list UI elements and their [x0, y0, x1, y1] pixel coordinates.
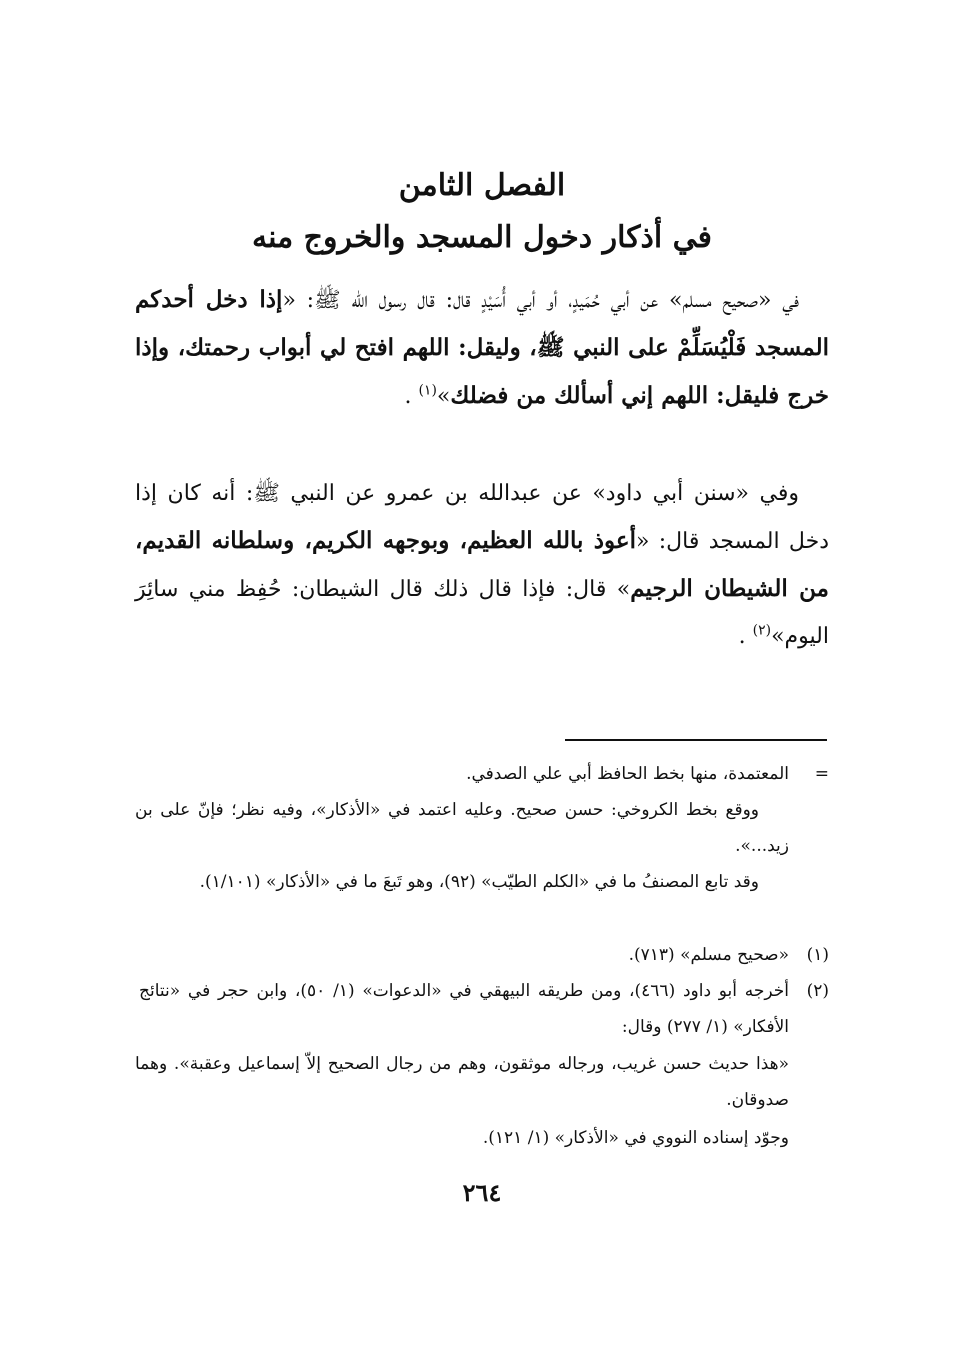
paragraph-1-intro: في «صحيح مسلم» عن أبي حُمَيدٍ، أو أبي أُسَيْدٍ قال: قال رسول الله ﷺ: «	[282, 288, 799, 313]
footnote-ref-2[interactable]: (٢)	[752, 622, 772, 639]
page-number: ٢٦٤	[462, 1178, 502, 1207]
footnote-ref-1[interactable]: (١)	[418, 382, 437, 399]
footnote-continuation-line	[135, 756, 829, 792]
footnote-1-number: (١)	[806, 945, 829, 965]
paragraph-2-intro: وفي «سنن أبي داود» عن عبدالله بن عمرو عن النبي ﷺ: أنه كان إذا دخل المسجد قال: «	[135, 481, 829, 554]
paragraph-2-end: .	[738, 624, 746, 649]
paragraph-1-supplication: إذا دخل أحدكم المسجد فَلْيُسَلِّمْ على النبي ﷺ، وليقل: اللهم افتح لي أبواب رحمتك، وإذا خرج فليقل: اللهم إني أسألك من فضلك	[135, 286, 829, 409]
footnote-continuation-paragraph-2	[135, 864, 829, 900]
footnote-continuation-paragraph-1	[135, 792, 829, 864]
footnote-separator	[565, 739, 827, 741]
continuation-text-1: المعتمدة، منها بخط الحافظ أبي علي الصدفي.	[466, 764, 789, 784]
paragraph-1-close: »	[436, 384, 451, 409]
paragraph-1-end: .	[404, 384, 412, 409]
footnote-1	[135, 937, 829, 973]
footnote-1-text: «صحيح مسلم» (٧١٣).	[628, 945, 789, 965]
footnote-2-end	[135, 1120, 829, 1156]
continuation-text-2: ووقع بخط الكروخي: حسن صحيح. وعليه اعتمد في «الأذكار»، وفيه نظر؛ فإنّ على بن زيد...».	[135, 800, 789, 856]
chapter-title: الفصل الثامن	[398, 168, 566, 203]
paragraph-2-supplication: أعوذ بالله العظيم، وبوجهه الكريم، وسلطانه القديم، من الشيطان الرجيم	[135, 527, 829, 602]
footnote-2-quote-text: «هذا حديث حسن غريب، ورجاله موثقون، وهم من رجال الصحيح إلاّ إسماعيل وعقبة». وهما صدوقان.	[135, 1054, 789, 1110]
footnote-2-text: أخرجه أبو داود (٤٦٦)، ومن طريقه البيهقي في «الدعوات» (١/ ٥٠)، وابن حجر في «نتائج الأفكار» (١/ ٢٧٧) وقال:	[139, 981, 789, 1037]
chapter-subtitle: في أذكار دخول المسجد والخروج منه	[251, 220, 712, 255]
footnote-2-quote	[135, 1046, 829, 1118]
footnote-2	[135, 973, 829, 1045]
continuation-mark: =	[814, 764, 829, 784]
paragraph-2-continuation: » قال: فإذا قال ذلك قال الشيطان: حُفِظ مني سائِرَ اليوم»	[135, 577, 829, 649]
footnote-2-number: (٢)	[806, 981, 829, 1001]
continuation-text-3: وقد تابع المصنفُ ما في «الكلم الطيّب» (٩٢)، وهو تَبعَ ما في «الأذكار» (١/١٠١).	[199, 872, 759, 892]
paragraph-muslim-hadith	[135, 276, 829, 420]
footnote-2-end-text: وجوّد إسناده النووي في «الأذكار» (١/ ١٢١).	[482, 1128, 789, 1148]
paragraph-abu-dawud-hadith	[135, 470, 829, 660]
